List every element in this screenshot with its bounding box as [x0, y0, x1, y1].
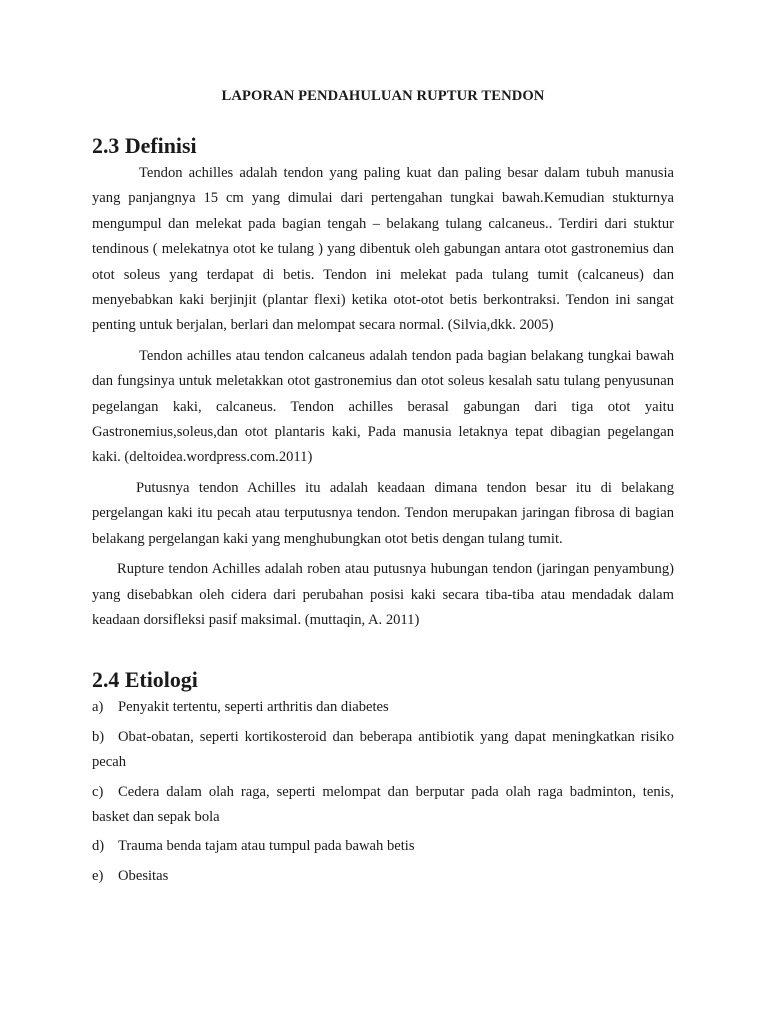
- list-item-text: Trauma benda tajam atau tumpul pada bawah betis: [118, 838, 415, 855]
- paragraph: Tendon achilles adalah tendon yang paling kuat dan paling besar dalam tubuh manusia yang panjangnya 15 cm yang dimulai dari pertengahan tungkai bawah.Kemudian stukturnya mengumpul dan melekat pada bagian tengah – belakang tulang calcaneus.. Terdiri dari stuktur tendinous ( melekatnya otot ke tulang ) yang dibentuk oleh gabungan antara otot gastronemius dan otot soleus yang terdapat di betis. Tendon ini melekat pada tulang tumit (calcaneus) dan menyebabkan kaki berjinjit (plantar flexi) ketika otot-otot betis berkontraksi. Tendon ini sangat penting untuk berjalan, berlari dan melompat secara normal. (Silvia,dkk. 2005): [92, 165, 674, 334]
- section-heading-etiologi: 2.4 Etiologi: [92, 667, 198, 693]
- etiologi-list: [92, 695, 674, 889]
- list-item-text: Obat-obatan, seperti kortikosteroid dan beberapa antibiotik yang dapat meningkatkan risiko pecah: [92, 728, 674, 771]
- list-item: [92, 780, 674, 831]
- list-item: [92, 864, 674, 889]
- paragraph: Tendon achilles atau tendon calcaneus adalah tendon pada bagian belakang tungkai bawah dan fungsinya untuk meletakkan otot gastronemius dan otot soleus kesalah satu tulang penyusunan pegelangan kaki, calcaneus. Tendon achilles berasal gabungan dari tiga otot yaitu Gastronemius,soleus,dan otot plantaris kaki, Pada manusia letaknya tepat dibagian pegelangan kaki. (deltoidea.wordpress.com.2011): [92, 347, 674, 466]
- list-marker: c): [92, 783, 104, 800]
- list-item: [92, 695, 674, 720]
- document-title: LAPORAN PENDAHULUAN RUPTUR TENDON: [221, 88, 545, 104]
- list-item: [92, 834, 674, 859]
- document-page: [92, 86, 674, 893]
- list-item-text: Cedera dalam olah raga, seperti melompat dan berputar pada olah raga badminton, tenis, basket dan sepak bola: [92, 783, 674, 825]
- list-marker: e): [92, 867, 104, 884]
- list-marker: a): [92, 699, 104, 716]
- list-marker: b): [92, 728, 105, 745]
- paragraph: Putusnya tendon Achilles itu adalah keadaan dimana tendon besar itu di belakang pergelangan kaki itu pecah atau terputusnya tendon. Tendon merupakan jaringan fibrosa di bagian belakang pergelangan kaki yang menghubungkan otot betis dengan tulang tumit.: [92, 479, 674, 547]
- list-item: [92, 725, 674, 776]
- list-item-text: Penyakit tertentu, seperti arthritis dan diabetes: [118, 699, 389, 716]
- paragraph: Rupture tendon Achilles adalah roben atau putusnya hubungan tendon (jaringan penyambung) yang disebabkan oleh cidera dari perubahan posisi kaki secara tiba-tiba atau mendadak dalam keadaan dorsifleksi pasif maksimal. (muttaqin, A. 2011): [92, 561, 674, 628]
- list-marker: d): [92, 838, 105, 855]
- section-heading-definisi: 2.3 Definisi: [92, 133, 197, 158]
- list-item-text: Obesitas: [118, 867, 169, 884]
